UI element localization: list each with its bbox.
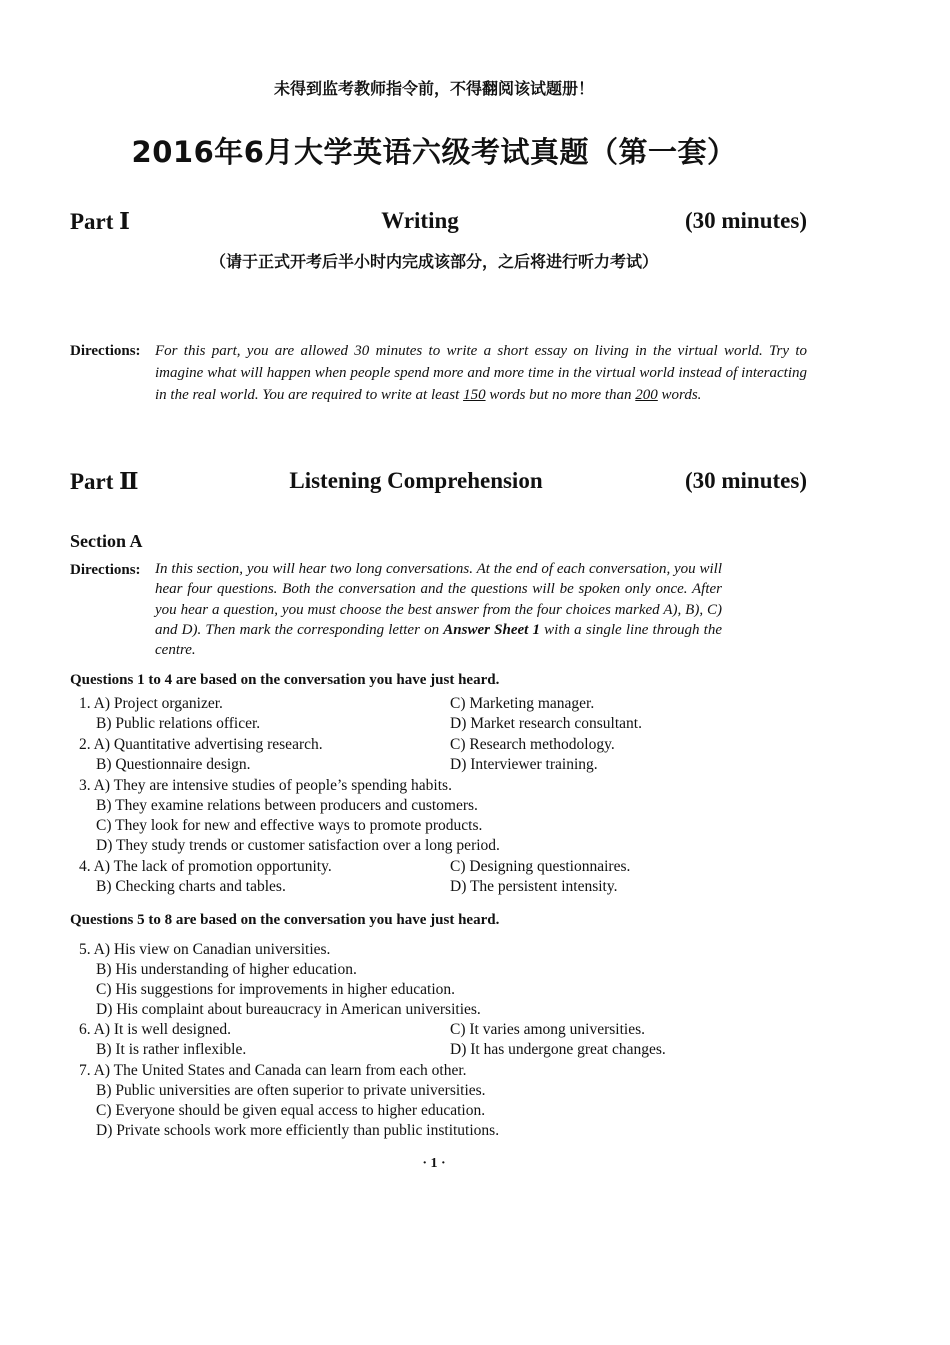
q3-option-b: B) They examine relations between producers and customers.: [96, 797, 478, 814]
part1-time: (30 minutes): [684, 208, 807, 233]
q5-option-c: C) His suggestions for improvements in higher education.: [96, 981, 456, 998]
section-a-heading: Section A: [70, 531, 143, 551]
page-title: 2016年6月大学英语六级考试真题（第一套）: [131, 135, 737, 169]
q7-option-a: 7. A) The United States and Canada can learn from each other.: [79, 1062, 467, 1079]
q4-option-d: D) The persistent intensity.: [450, 878, 618, 895]
exam-notice: 未得到监考教师指令前，不得翻阅该试题册！: [273, 79, 594, 98]
q7-option-c: C) Everyone should be given equal access to higher education.: [96, 1102, 486, 1119]
q7-option-d: D) Private schools work more efficiently than public institutions.: [96, 1122, 500, 1139]
q6-option-d: D) It has undergone great changes.: [450, 1041, 666, 1058]
q2-option-a: 2. A) Quantitative advertising research.: [79, 736, 323, 753]
q6-option-b: B) It is rather inflexible.: [96, 1041, 247, 1058]
max-words: 200: [635, 387, 658, 403]
q4-option-c: C) Designing questionnaires.: [450, 858, 631, 875]
q2-option-b: B) Questionnaire design.: [96, 756, 251, 773]
q5-option-b: B) His understanding of higher education.: [96, 961, 357, 978]
page-number: · 1 ·: [422, 1156, 446, 1171]
part2-directions-text: In this section, you will hear two long conversations. At the end of each conversation, you will hear four questions. Both the conversation and the questions will be spoken only once. After you hear a question, you must choose the best answer from the four choices marked A), B), C) and D). Then mark the corresponding letter on Answer Sheet 1 with a single line through the centre.: [155, 561, 722, 659]
q1-option-d: D) Market research consultant.: [450, 715, 642, 732]
part1-name: Writing: [381, 208, 459, 233]
q5-option-d: D) His complaint about bureaucracy in American universities.: [96, 1001, 481, 1018]
q5-option-a: 5. A) His view on Canadian universities.: [79, 941, 331, 958]
part1-directions-label: Directions:: [70, 343, 141, 359]
q4-option-b: B) Checking charts and tables.: [96, 878, 286, 895]
q6-option-a: 6. A) It is well designed.: [79, 1021, 231, 1038]
part1-directions-text: For this part, you are allowed 30 minutes to write a short essay on living in the virtual world. Try to imagine what will happen when people spend more and more time in the virtual world instead of interacting in the real world. You are required to write at least 150 words but no more than 200 words.: [155, 343, 807, 403]
q3-option-d: D) They study trends or customer satisfaction over a long period.: [96, 837, 500, 854]
q6-option-c: C) It varies among universities.: [450, 1021, 645, 1038]
questions-5-8-heading: Questions 5 to 8 are based on the conversation you have just heard.: [70, 912, 500, 928]
q7-option-b: B) Public universities are often superior to private universities.: [96, 1082, 486, 1099]
q3-option-c: C) They look for new and effective ways to promote products.: [96, 817, 483, 834]
part1-label: Part Ⅰ: [70, 209, 130, 234]
q1-option-c: C) Marketing manager.: [450, 695, 595, 712]
questions-1-4-heading: Questions 1 to 4 are based on the conversation you have just heard.: [70, 672, 500, 688]
q3-option-a: 3. A) They are intensive studies of people’s spending habits.: [79, 777, 452, 794]
q1-option-a: 1. A) Project organizer.: [79, 695, 223, 712]
q2-option-d: D) Interviewer training.: [450, 756, 598, 773]
part2-label: Part Ⅱ: [70, 469, 139, 494]
q4-option-a: 4. A) The lack of promotion opportunity.: [79, 858, 332, 875]
part2-directions-label: Directions:: [70, 562, 141, 578]
part2-time: (30 minutes): [684, 468, 807, 493]
min-words: 150: [463, 387, 486, 403]
part1-sub-notice: （请于正式开考后半小时内完成该部分，之后将进行听力考试）: [209, 252, 658, 271]
q1-option-b: B) Public relations officer.: [96, 715, 261, 732]
part2-name: Listening Comprehension: [289, 468, 543, 493]
q2-option-c: C) Research methodology.: [450, 736, 615, 753]
